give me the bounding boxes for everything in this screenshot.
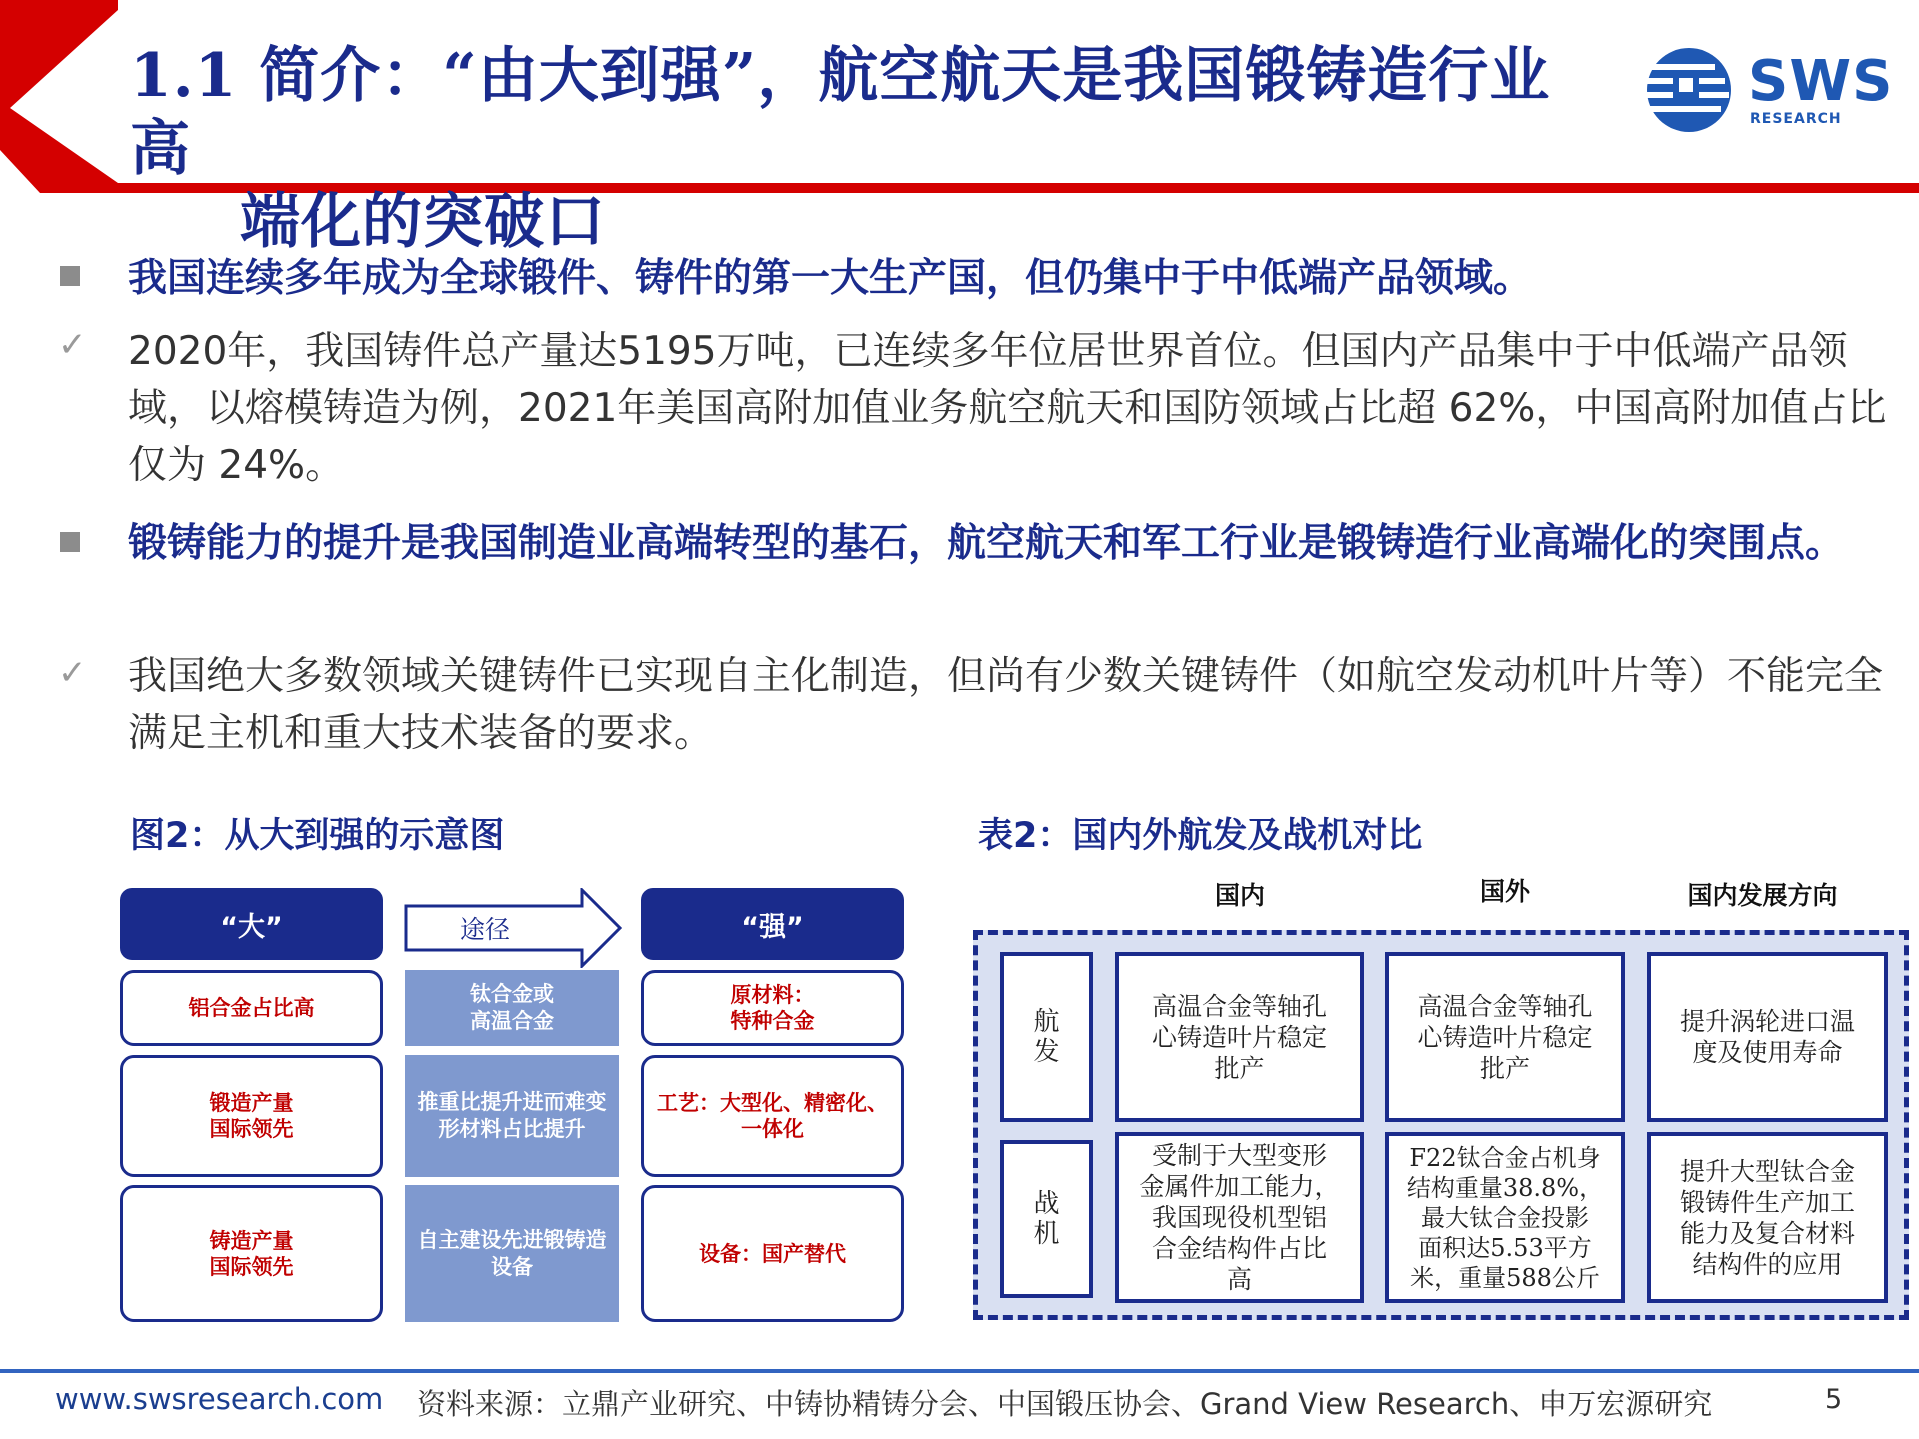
table-cell: 提升大型钛合金 锻铸件生产加工 能力及复合材料 结构件的应用 <box>1647 1132 1888 1303</box>
bullet-3: 锻铸能力的提升是我国制造业高端转型的基石，航空航天和军工行业是锻铸造行业高端化的突围点。 <box>128 521 1845 566</box>
title-line-1: 1.1 简介：“由大到强”，航空航天是我国锻铸造行业高 <box>130 41 1551 184</box>
figure-caption: 图2：从大到强的示意图 <box>130 816 505 856</box>
middle-item: 钛合金或 高温合金 <box>405 970 619 1046</box>
footer-source: 资料来源：立鼎产业研究、中铸协精铸分会、中国锻压协会、Grand View Research、申万宏源研究 <box>417 1387 1713 1421</box>
table-cell: 受制于大型变形 金属件加工能力， 我国现役机型铝 合金结构件占比 高 <box>1115 1132 1364 1303</box>
right-item: 原材料： 特种合金 <box>641 970 904 1046</box>
page-number: 5 <box>1825 1384 1843 1415</box>
title-line-2: 端化的突破口 <box>240 187 606 257</box>
check-bullet-icon: ✓ <box>58 653 87 693</box>
column-header: 国内发展方向 <box>1687 881 1838 910</box>
middle-item: 推重比提升进而难变 形材料占比提升 <box>405 1055 619 1177</box>
footer-url-link[interactable]: www.swsresearch.com <box>55 1382 384 1416</box>
table-cell: 高温合金等轴孔 心铸造叶片稳定 批产 <box>1115 952 1364 1122</box>
middle-item: 自主建设先进锻铸造 设备 <box>405 1185 619 1322</box>
bullet-4: 我国绝大多数领域关键铸件已实现自主化制造，但尚有少数关键铸件（如航空发动机叶片等）不能完全满足主机和重大技术装备的要求。 <box>128 654 1884 756</box>
arrow-label: 途径 <box>459 915 510 944</box>
logo-text: SWS <box>1748 49 1894 114</box>
square-bullet-icon <box>60 266 80 286</box>
page-title <box>130 40 1610 259</box>
table-cell: 高温合金等轴孔 心铸造叶片稳定 批产 <box>1385 952 1625 1122</box>
row-header: 战 机 <box>1000 1140 1093 1298</box>
right-item: 设备：国产替代 <box>641 1185 904 1322</box>
check-bullet-icon: ✓ <box>58 325 87 365</box>
column-header: 国外 <box>1479 877 1530 906</box>
table-cell: F22钛合金占机身 结构重量38.8%， 最大钛合金投影 面积达5.53平方 米，重量588公斤 <box>1385 1132 1625 1303</box>
diagram-header-strong: “强” <box>641 888 904 960</box>
row-header: 航 发 <box>1000 952 1093 1122</box>
bullet-1: 我国连续多年成为全球锻件、铸件的第一大生产国，但仍集中于中低端产品领域。 <box>128 256 1533 301</box>
header-red-chevron <box>0 0 118 193</box>
table-caption: 表2：国内外航发及战机对比 <box>978 816 1423 856</box>
logo-subtext: RESEARCH <box>1750 111 1842 127</box>
diagram-header-big: “大” <box>120 888 383 960</box>
table-cell: 提升涡轮进口温 度及使用寿命 <box>1647 952 1888 1122</box>
left-item: 铝合金占比高 <box>120 970 383 1046</box>
left-item: 锻造产量 国际领先 <box>120 1055 383 1177</box>
square-bullet-icon <box>60 532 80 552</box>
right-item: 工艺：大型化、精密化、 一体化 <box>641 1055 904 1177</box>
left-item: 铸造产量 国际领先 <box>120 1185 383 1322</box>
bullet-2: 2020年，我国铸件总产量达5195万吨，已连续多年位居世界首位。但国内产品集中于中低端产品领域，以熔模铸造为例，2021年美国高附加值业务航空航天和国防领域占比超 62%，中国高附加值占比仅为 24%。 <box>128 329 1887 488</box>
column-header: 国内 <box>1214 881 1265 910</box>
footer-divider <box>0 1369 1919 1373</box>
